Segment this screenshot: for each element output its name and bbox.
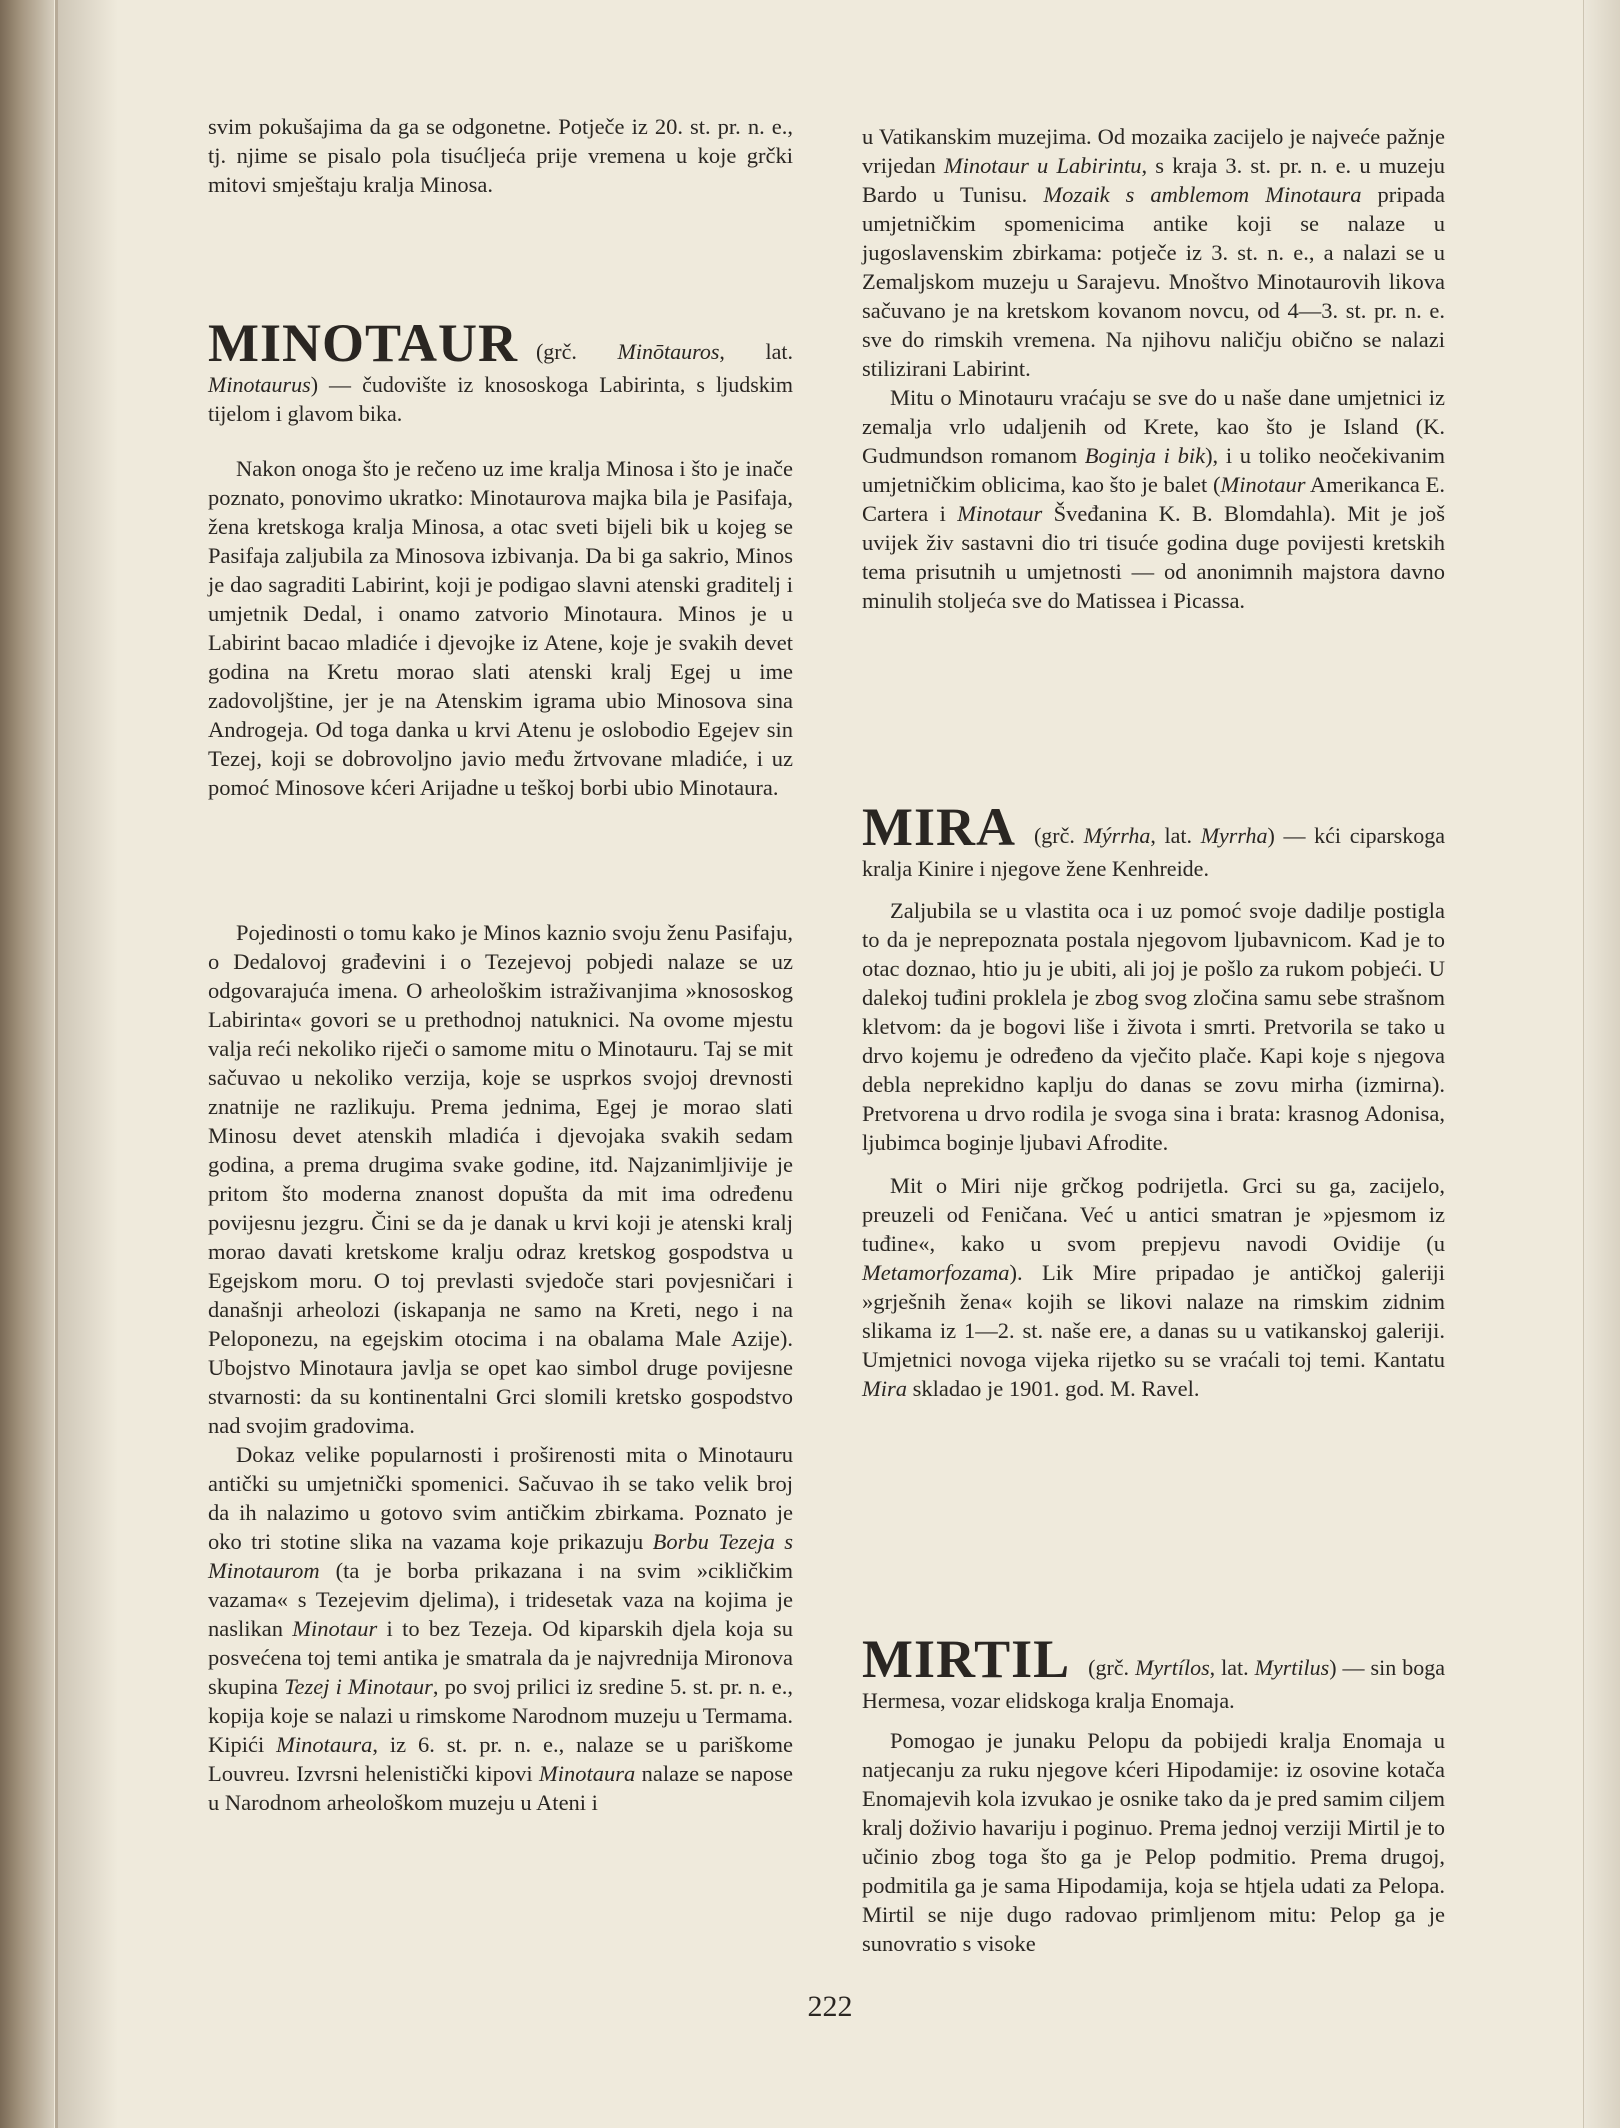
text-run: nalaze se napose u Narodnom arheološkom muzeju u Ateni i [208, 1761, 793, 1815]
mira-headword: MIRA [862, 797, 1016, 857]
text-run-italic: Borbu Tezeja s Minotaurom [208, 1529, 793, 1583]
page-number: 222 [807, 1990, 853, 2023]
mirtil-headword: MIRTIL [862, 1629, 1071, 1689]
meta-definition: ) — kći ciparskoga kralja Kinire i njegove žene Kenhreide. [862, 823, 1445, 881]
mira-body [862, 896, 1445, 1403]
mirtil-paragraph-1: Pomogao je junaku Pelopu da pobijedi kralja Enomaja u natjecanju za ruku njegove kćeri Hipodamije: iz osovine kotača Enomajevih kola izvukao je osnike tako da je pred samim ciljem kralj doživio havariju i poginuo. Prema jednoj verziji Mirtil je to učinio zbog toga što ga je Pelop podmitio. Prema drugoj, podmitila ga je sama Hipodamija, koja se htjela udati za Pelopa. Mirtil se nije dugo radovao primljenom mitu: Pelop ga je sunovratio s visoke [862, 1728, 1445, 1956]
meta-latin: Myrtilus [1254, 1655, 1330, 1680]
minotaur-headword: MINOTAUR [208, 313, 518, 373]
text-run: Mit o Miri nije grčkog podrijetla. Grci su ga, zacijelo, preuzeli od Feničana. Već u antici smatran je »pjesmom iz tuđine«, kako u svom prepjevu navodi Ovidije (u [862, 1173, 1445, 1256]
meta-pre: (grč. [1088, 1655, 1136, 1680]
meta-pre: (grč. [1033, 823, 1084, 848]
text-run: Mitu o Minotauru vraćaju se sve do u naše dane umjetnici iz zemalja vrlo udaljenih od Krete, kao što je Island (K. Gudmundson romanom [862, 385, 1445, 468]
mirtil-body [862, 1726, 1445, 1958]
minotaur-entry [208, 313, 793, 428]
text-run: , s kraja 3. st. pr. n. e. u muzeju Bardo u Tunisu. [862, 153, 1445, 207]
meta-greek: Mýrrha [1083, 823, 1151, 848]
text-run-italic: Metamorfozama [862, 1260, 1010, 1285]
text-run-italic: Minotaura [538, 1761, 636, 1786]
page-edge [1583, 0, 1620, 2128]
text-run: ). Lik Mire pripadao je antičkoj galeriji »grješnih žena« kojih se likovi nalaze na rimskim zidnim slikama iz 1—2. st. naše ere, a danas su u vatikanskoj galeriji. Umjetnici novoga vijeka rijetko su se vraćali toj temi. Kantatu [862, 1260, 1445, 1372]
mira-heading-line [862, 797, 1445, 883]
meta-definition: ) — čudovište iz knososkoga Labirinta, s ljudskim tijelom i glavom bika. [208, 372, 793, 426]
text-run-italic: Minotaur [957, 501, 1043, 526]
text-run: i to bez Tezeja. Od kiparskih djela koja su posvećena toj temi antika je smatrala da je najvrednija Mironova skupina [208, 1616, 793, 1699]
continuation-paragraph [862, 122, 1445, 383]
minotaur-paragraph-1: Nakon onoga što je rečeno uz ime kralja Minosa i što je inače poznato, ponovimo ukratko: Minotaurova majka bila je Pasifaja, žena kretskoga kralja Minosa, a otac sveti bijeli bik u kojeg se Pasifaja zaljubila za Minosova izbivanja. Da bi ga sakrio, Minos je dao sagraditi Labirint, koji je podigao slavni atenski graditelj i umjetnik Dedal, i onamo zatvorio Minotaura. Minos je u Labirint bacao mladiće i djevojke iz Atene, koje je svakih devet godina na Kretu morao slati atenski kralj Egej u ime zadovoljštine, jer je na Atenskim igrama ubio Minosova sina Androgeja. Od toga danka u krvi Atenu je oslobodio Egejev sin Tezej, koji se dobrovoljno javio među žrtvovane mladiće, i uz pomoć Minosove kćeri Arijadne u teškoj borbi ubio Minotaura. [208, 456, 793, 800]
text-run: , iz 6. st. pr. n. e., nalaze se u pariškome Louvreu. Izvrsni helenistički kipovi [208, 1732, 793, 1786]
text-run-italic: Tezej i Minotaur [284, 1674, 433, 1699]
continuation-paragraph-2 [862, 383, 1445, 615]
meta-definition: ) — sin boga Hermesa, vozar elidskoga kralja Enomaja. [862, 1655, 1446, 1713]
meta-latin: Minotaurus [208, 372, 311, 397]
intro-paragraph: svim pokušajima da ga se odgonetne. Potječe iz 20. st. pr. n. e., tj. njime se pisalo pola tisućljeća prije vremena u koje grčki mitovi smještaju kralja Minosa. [208, 114, 793, 197]
text-run-italic: Boginja i bik [1084, 443, 1206, 468]
meta-pre: (grč. [535, 339, 618, 364]
meta-mid: , lat. [1150, 823, 1201, 848]
text-run-italic: Minotaur u Labirintu [943, 153, 1142, 178]
minotaur-heading-line [208, 313, 793, 428]
book-gutter [0, 0, 54, 2128]
text-run: , po svoj prilici iz sredine 5. st. pr. n. e., kopija koje se nalazi u rimskome Narodnom muzeju u Termama. Kipići [208, 1674, 794, 1757]
spine-shadow [58, 0, 118, 2128]
minotaur-paragraph-3 [208, 1440, 793, 1817]
mira-entry [862, 797, 1445, 883]
text-run-italic: Minotaura [276, 1732, 373, 1757]
text-run: u Vatikanskim muzejima. Od mozaika zacijelo je najveće pažnje vrijedan [862, 124, 1445, 178]
mira-paragraph-1: Zaljubila se u vlastita oca i uz pomoć svoje dadilje postigla to da je neprepoznata postala njegovom ljubavnicom. Kad je to otac doznao, htio ju je ubiti, ali joj je pošlo za rukom pobjeći. U dalekoj tuđini proklela je zbog svog zločina samu sebe strašnom kletvom: da je bogovi liše i života i smrti. Pretvorila se tako u drvo kojemu je određeno da vječito plače. Kapi koje s njegova debla neprekidno kaplju do danas se zovu mirha (izmirna). Pretvorena u drvo rodila je svoga sina i brata: krasnog Adonisa, ljubimca boginje ljubavi Afrodite. [862, 898, 1445, 1155]
mirtil-entry [862, 1629, 1446, 1715]
text-run-italic: Minotaur [1220, 472, 1306, 497]
meta-latin: Myrrha [1200, 823, 1268, 848]
mira-paragraph-2 [862, 1171, 1445, 1403]
left-column [208, 112, 793, 199]
text-run: Dokaz velike popularnosti i proširenosti mita o Minotauru antički su umjetnički spomenici. Sačuvao ih se tako velik broj da ih nalazimo u gotovo svim antičkim zbirkama. Poznato je oko tri stotine slika na vazama koje prikazuju [208, 1442, 793, 1554]
text-run: skladao je 1901. god. M. Ravel. [907, 1376, 1200, 1401]
right-column-continuation [862, 122, 1445, 615]
text-run: Šveđanina K. B. Blomdahla). Mit je još uvijek živ sastavni dio tri tisuće godina duge povijesti kretskih tema prisutnih u umjetnosti — od anonimnih majstora davno minulih stoljeća sve do Matissea i Picassa. [862, 501, 1445, 613]
meta-greek: Minōtauros [617, 339, 720, 364]
meta-greek: Myrtílos [1135, 1655, 1210, 1680]
mirtil-heading-line [862, 1629, 1446, 1715]
text-run: ), i u toliko neočekivanim umjetničkim oblicima, kao što je balet ( [862, 443, 1445, 497]
text-run-italic: Mira [862, 1376, 907, 1401]
text-run-italic: Mozaik s amblemom Minotaura [1043, 182, 1362, 207]
text-run: Amerikanca E. Cartera i [862, 472, 1445, 526]
text-run: pripada umjetničkim spomenicima antike koji se nalaze u jugoslavenskim zbirkama: potječe iz 3. st. n. e., a nalazi se u Zemaljskom muzeju u Sarajevu. Mnoštvo Minotaurovih likova sačuvano je na kretskom kovanom novcu, od 4—3. st. pr. n. e. sve do rimskih vremena. Na njihovu naličju obično se nalazi stilizirani Labirint. [862, 182, 1445, 381]
meta-mid: , lat. [719, 339, 793, 364]
meta-mid: , lat. [1209, 1655, 1255, 1680]
minotaur-paragraph-2: Pojedinosti o tomu kako je Minos kaznio svoju ženu Pasifaju, o Dedalovoj građevini i o Tezejevoj pobjedi nalaze se uz odgovarajuća imena. O arheološkim istraživanjima »knososkog Labirinta« govori se u prethodnoj natuknici. Na ovome mjestu valja reći nekoliko riječi o samome mitu o Minotauru. Taj se mit sačuvao u nekoliko verzija, koje se usprkos svojoj drevnosti znatnije ne razlikuju. Prema jednima, Egej je morao slati Minosu devet atenskih mladića i djevojaka svakih sedam godina, a prema drugima svake godine, itd. Najzanimljivije je pritom što moderna znanost dopušta da mit ima određenu povijesnu jezgru. Čini se da je danak u krvi koji je atenski kralj morao davati kretskome kralju odraz kretskog gospodstva u Egejskom moru. O toj prevlasti svjedoče stari povjesničari i današnji arheolozi (iskapanja ne samo na Kreti, nego i na Peloponezu, na egejskim otocima i na obalama Male Azije). Ubojstvo Minotaura javlja se opet kao simbol druge povijesne stvarnosti: da su kontinentalni Grci slomili kretsko gospodstvo nad svojim gradovima. [208, 920, 793, 1438]
text-run-italic: Minotaur [292, 1616, 378, 1641]
minotaur-body-1 [208, 454, 793, 802]
minotaur-body-2 [208, 918, 793, 1817]
text-run: (ta je borba prikazana i na svim »cikličkim vazama« s Tezejevim djelima), i tridesetak vaza na kojima je naslikan [208, 1558, 793, 1641]
